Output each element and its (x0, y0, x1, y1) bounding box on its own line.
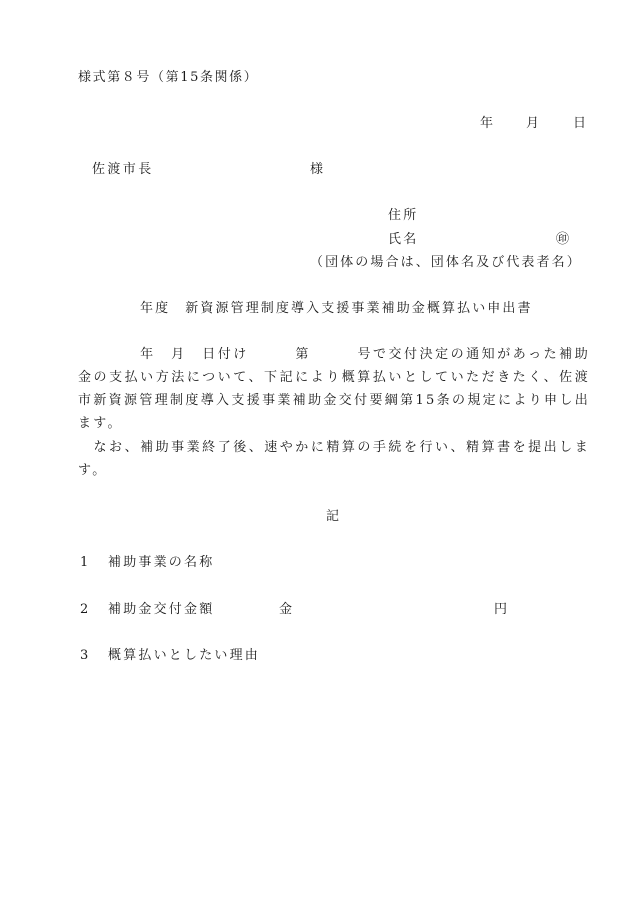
item-number: 1 (80, 555, 91, 570)
applicant-note: （団体の場合は、団体名及び代表者名） (310, 255, 582, 270)
addressee-name: 佐渡市長 (92, 162, 154, 177)
body-line: ます。 (78, 416, 123, 431)
body-line: 市新資源管理制度導入支援事業補助金交付要綱第15条の規定により申し出 (78, 393, 590, 408)
name-label: 氏名 (388, 232, 419, 247)
item-label: 概算払いとしたい理由 (108, 648, 261, 663)
document-title: 年度 新資源管理制度導入支援事業補助金概算払い申出書 (140, 301, 533, 316)
body-line: 年 月 日付け 第 号で交付決定の通知があった補助 (78, 347, 590, 362)
address-label: 住所 (388, 208, 419, 223)
addressee-honorific: 様 (310, 162, 326, 177)
body-line: 金の支払い方法について、下記により概算払いとしていただきたく、佐渡 (78, 370, 590, 385)
item-number: 3 (80, 648, 91, 663)
item-label: 補助金交付金額 (108, 602, 215, 617)
item-label: 補助事業の名称 (108, 555, 215, 570)
date-year-label: 年 (480, 116, 496, 131)
date-day-label: 日 (573, 116, 589, 131)
amount-prefix: 金 (279, 602, 295, 617)
body-line: す。 (78, 463, 108, 478)
item-number: 2 (80, 602, 91, 617)
ki-heading: 記 (326, 509, 342, 524)
seal-mark: ㊞ (556, 232, 570, 247)
amount-suffix: 円 (494, 602, 510, 617)
form-number: 様式第８号（第15条関係） (78, 70, 259, 85)
body-line: なお、補助事業終了後、速やかに精算の手続を行い、精算書を提出しま (78, 440, 590, 455)
date-month-label: 月 (526, 116, 542, 131)
